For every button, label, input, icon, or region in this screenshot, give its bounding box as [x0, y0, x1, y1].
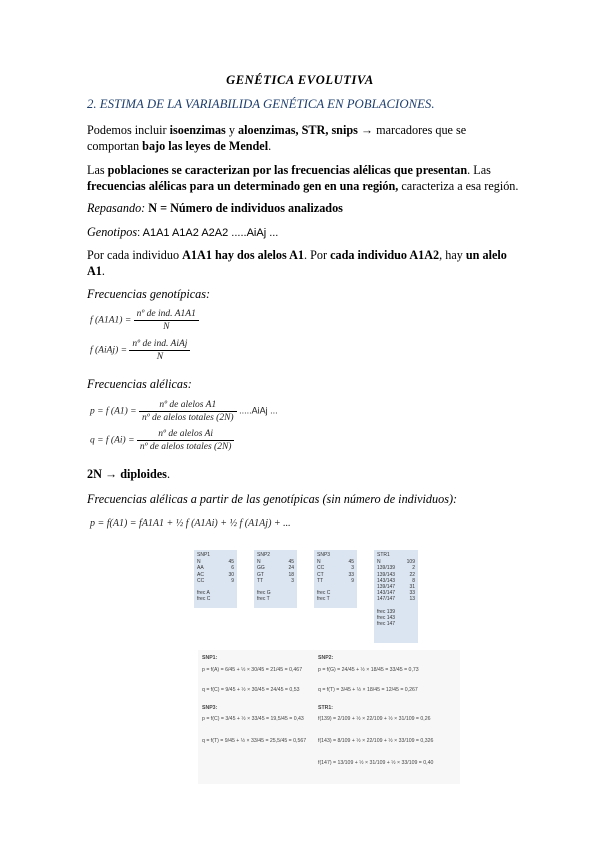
heading-allelic-frequencies: Frecuencias alélicas:: [87, 377, 192, 391]
text: .: [166, 467, 170, 481]
formula-lhs: f (A1A1) =: [90, 315, 132, 326]
calc-title: STR1:: [318, 705, 333, 711]
text: Podemos incluir: [87, 123, 170, 137]
table-cell: 45: [228, 559, 234, 566]
text-bold: A1A1 hay dos alelos A1: [182, 248, 305, 262]
table-cell: 9: [351, 577, 354, 584]
calc-snp1: [202, 655, 302, 693]
table-cell: frec A: [197, 590, 210, 597]
table-cell: 30: [228, 571, 234, 578]
table-cell: 45: [288, 559, 294, 566]
table-snp1: [194, 550, 237, 608]
paragraph-genotipos: [87, 224, 278, 241]
heading-genotypic-frequencies: Frecuencias genotípicas:: [87, 287, 211, 301]
table-cell: CC: [317, 565, 325, 572]
table-cell: 3: [351, 565, 354, 572]
text-bold: poblaciones se caracterizan por las frecuencias alélicas que presentan: [107, 163, 468, 177]
formula-numerator: nº de ind. A1A1: [134, 308, 199, 321]
table-cell: N: [377, 559, 381, 566]
table-title: SNP1: [197, 552, 211, 558]
text: caracteriza a esa región.: [398, 179, 519, 193]
table-cell: 6: [231, 565, 234, 572]
table-title: STR1: [377, 552, 390, 558]
text-bold: 2N: [87, 467, 102, 481]
table-cell: 139/143: [377, 571, 396, 578]
table-title: SNP2: [257, 552, 271, 558]
formula-p-from-genotypic: p = f(A1) = fA1A1 + ½ f (A1Ai) + ½ f (A1Aj) + ...: [90, 518, 291, 529]
text-bold: N = Número de individuos analizados: [145, 201, 343, 215]
table-cell: TT: [257, 577, 264, 584]
calc-line: p = f(G) = 24/45 + ½ × 18/45 = 33/45 = 0,73: [318, 667, 419, 673]
formula-f-aiaj: [90, 338, 190, 363]
table-cell: AC: [197, 571, 204, 578]
section-heading: 2. ESTIMA DE LA VARIABILIDA GENÉTICA EN POBLACIONES.: [87, 97, 435, 111]
table-cell: frec G: [257, 590, 271, 597]
text: : A1A1 A1A2 A2A2 .....AiAj ...: [137, 227, 279, 239]
formula-denominator: nº de alelos totales (2N): [139, 442, 232, 452]
text-bold: un alelo A1: [87, 248, 507, 278]
calc-line: q = f(T) = 9/45 + ½ × 33/45 = 25,5/45 = 0,567: [202, 738, 307, 744]
calc-line: p = f(C) = 3/45 + ½ × 33/45 = 19,5/45 = 0,43: [202, 716, 304, 722]
text-bold: isoenzimas: [169, 123, 226, 137]
table-cell: 143/147: [377, 590, 396, 597]
formula-lhs: f (AiAj) =: [90, 345, 128, 356]
table-cell: 18: [288, 571, 294, 578]
calc-line: p = f(A) = 6/45 + ½ × 30/45 = 21/45 = 0,467: [202, 667, 303, 673]
paragraph-populations: [87, 162, 519, 194]
page-title: GENÉTICA EVOLUTIVA: [226, 73, 374, 87]
text: Por cada individuo: [87, 248, 183, 262]
text: . Por: [304, 248, 331, 262]
table-cell: frec C: [317, 590, 331, 597]
calc-line: q = f(C) = 9/45 + ½ × 30/45 = 24/45 = 0,53: [202, 687, 300, 693]
table-cell: frec 139: [377, 608, 396, 615]
formula-lhs: p = f (A1) =: [90, 406, 137, 417]
text-bold: aloenzimas,: [238, 123, 299, 137]
table-cell: frec C: [197, 596, 211, 603]
formula-denominator: N: [156, 352, 164, 362]
calc-line: f(147) = 13/109 + ½ × 31/109 + ½ × 33/109 = 0,40: [318, 760, 434, 766]
table-cell: 109: [406, 559, 415, 566]
table-cell: CC: [197, 577, 205, 584]
formula-f-a1a1: [90, 308, 199, 333]
formula-tail: .....AiAj ...: [236, 405, 278, 416]
calc-title: SNP2:: [318, 655, 334, 661]
table-cell: 45: [348, 559, 354, 566]
text: y: [225, 123, 238, 137]
heading-allelic-from-genotypic: Frecuencias alélicas a partir de las genotípicas (sin número de individuos):: [87, 492, 458, 506]
table-cell: 33: [409, 590, 415, 597]
table-cell: 2: [412, 565, 415, 572]
formula-numerator: nº de alelos A1: [139, 399, 237, 412]
formula-p-a1: [90, 399, 278, 424]
table-cell: 3: [291, 577, 294, 584]
table-cell: 24: [288, 565, 294, 572]
paragraph-markers: [87, 122, 517, 154]
table-cell: 22: [409, 571, 415, 578]
text: .: [268, 139, 272, 153]
table-cell: 8: [412, 577, 415, 584]
formula-denominator: nº de alelos totales (2N): [141, 413, 234, 423]
label: Repasando:: [87, 201, 146, 215]
table-cell: frec 147: [377, 621, 396, 628]
text-bold: frecuencias alélicas para un determinado gen en una región,: [87, 179, 399, 193]
text-bold: diploides: [120, 467, 167, 481]
table-cell: 143/143: [377, 577, 396, 584]
calc-str1: [318, 705, 433, 766]
text-bold: bajo las leyes de Mendel: [142, 139, 269, 153]
table-cell: frec T: [257, 596, 270, 603]
paragraph-repasando: [87, 200, 343, 216]
calc-line: f(139) = 2/109 + ½ × 22/109 + ½ × 31/109 = 0,26: [318, 716, 431, 722]
formula-denominator: N: [163, 322, 170, 332]
table-cell: N: [197, 559, 201, 566]
table-cell: CT: [317, 571, 324, 578]
paragraph-alleles: [87, 247, 517, 279]
table-cell: frec T: [317, 596, 330, 603]
paragraph-diploides: [87, 466, 170, 482]
formula-numerator: nº de alelos Ai: [137, 428, 235, 441]
calc-snp2: [318, 655, 419, 693]
table-cell: 33: [348, 571, 354, 578]
table-cell: AA: [197, 565, 204, 572]
formula-lhs: q = f (Ai) =: [90, 435, 135, 446]
table-snp3: [314, 550, 357, 608]
arrow-icon: →: [101, 467, 121, 481]
calc-line: f(143) = 8/109 + ½ × 22/109 + ½ × 33/109 = 0,326: [318, 738, 434, 744]
calc-title: SNP1:: [202, 655, 218, 661]
table-cell: 9: [231, 577, 234, 584]
table-cell: 13: [409, 596, 415, 603]
table-cell: TT: [317, 577, 324, 584]
text: .: [101, 264, 105, 278]
table-cell: GT: [257, 571, 264, 578]
table-cell: 147/147: [377, 596, 396, 603]
table-cell: GG: [257, 565, 265, 572]
calc-line: q = f(T) = 3/45 + ½ × 18/45 = 12/45 = 0,267: [318, 687, 418, 693]
text: . Las: [467, 163, 491, 177]
text: , hay: [439, 248, 466, 262]
formula-q-ai: [90, 428, 234, 453]
table-cell: 31: [409, 584, 415, 591]
table-cell: 139/139: [377, 565, 396, 572]
table-cell: 139/147: [377, 584, 396, 591]
text: → marcadores que se comportan: [87, 123, 467, 153]
text: Las: [87, 163, 108, 177]
table-str1: [374, 550, 418, 643]
table-title: SNP3: [317, 552, 331, 558]
text-bold: cada individuo A1A2: [330, 248, 440, 262]
table-cell: frec 143: [377, 614, 396, 621]
table-cell: N: [257, 559, 261, 566]
formula-numerator: nº de ind. AiAj: [129, 338, 190, 351]
table-snp2: [254, 550, 297, 608]
calc-title: SNP3:: [202, 705, 218, 711]
text-bold: STR, snips: [298, 123, 358, 137]
table-cell: N: [317, 559, 321, 566]
label: Genotipos: [87, 225, 138, 239]
calc-snp3: [202, 705, 306, 744]
